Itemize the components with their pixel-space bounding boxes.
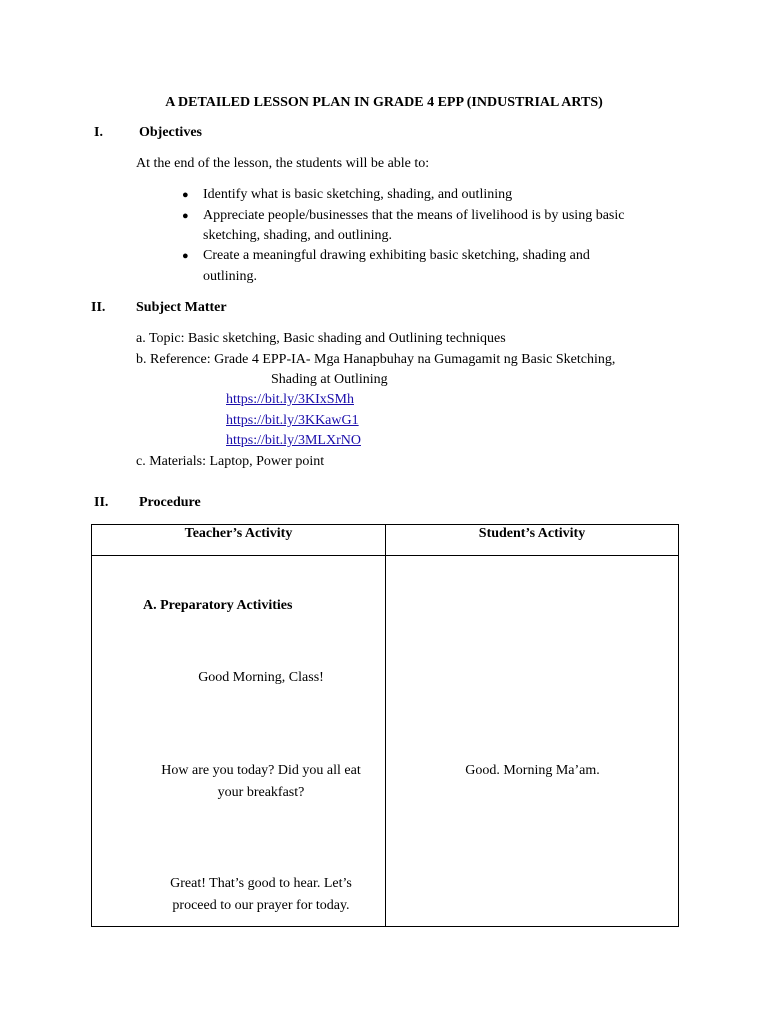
prayer-line-2: proceed to our prayer for today. — [172, 898, 350, 913]
teacher-activity-cell — [92, 556, 386, 927]
objectives-heading: Objectives — [139, 125, 202, 140]
student-response: Good. Morning Ma’am. — [465, 763, 600, 778]
student-activity-header — [386, 525, 679, 556]
procedure-numeral: II. — [94, 495, 109, 510]
student-activity-cell — [386, 556, 679, 927]
preparatory-activities-heading: A. Preparatory Activities — [143, 598, 293, 613]
page-title: A DETAILED LESSON PLAN IN GRADE 4 EPP (INDUSTRIAL ARTS) — [165, 95, 603, 110]
procedure-heading: Procedure — [139, 495, 201, 510]
reference-line-cont: Shading at Outlining — [271, 372, 388, 387]
bullet-icon: ● — [182, 189, 189, 201]
objective-item-2: Appreciate people/businesses that the means of livelihood is by using basic — [203, 208, 625, 223]
objective-item-2-cont: sketching, shading, and outlining. — [203, 228, 392, 243]
question-line-2: your breakfast? — [217, 785, 305, 800]
subject-matter-heading: Subject Matter — [136, 300, 227, 315]
procedure-table — [91, 524, 679, 927]
greeting-line: Good Morning, Class! — [198, 670, 324, 685]
teacher-activity-header-label: Teacher’s Activity — [184, 526, 293, 541]
reference-link-1[interactable]: https://bit.ly/3KIxSMh — [226, 392, 354, 407]
student-activity-header-label: Student’s Activity — [478, 526, 586, 541]
subject-matter-numeral: II. — [91, 300, 106, 315]
materials-line: c. Materials: Laptop, Power point — [136, 454, 325, 469]
question-line-1: How are you today? Did you all eat — [161, 763, 361, 778]
teacher-activity-header — [92, 525, 386, 556]
prayer-line-1: Great! That’s good to hear. Let’s — [170, 876, 352, 891]
bullet-icon: ● — [182, 210, 189, 222]
objectives-numeral: I. — [94, 125, 103, 140]
reference-link-3[interactable]: https://bit.ly/3MLXrNO — [226, 433, 361, 448]
reference-link-2[interactable]: https://bit.ly/3KKawG1 — [226, 413, 359, 428]
table-row — [92, 556, 679, 927]
objective-item-3: Create a meaningful drawing exhibiting basic sketching, shading and — [203, 248, 590, 263]
topic-line: a. Topic: Basic sketching, Basic shading and Outlining techniques — [136, 331, 506, 346]
objective-item-1: Identify what is basic sketching, shading, and outlining — [203, 187, 513, 202]
objectives-intro: At the end of the lesson, the students will be able to: — [136, 156, 430, 171]
objective-item-3-cont: outlining. — [203, 269, 258, 284]
reference-line: b. Reference: Grade 4 EPP-IA- Mga Hanapbuhay na Gumagamit ng Basic Sketching, — [136, 352, 616, 367]
table-header-row — [92, 525, 679, 556]
bullet-icon: ● — [182, 250, 189, 262]
